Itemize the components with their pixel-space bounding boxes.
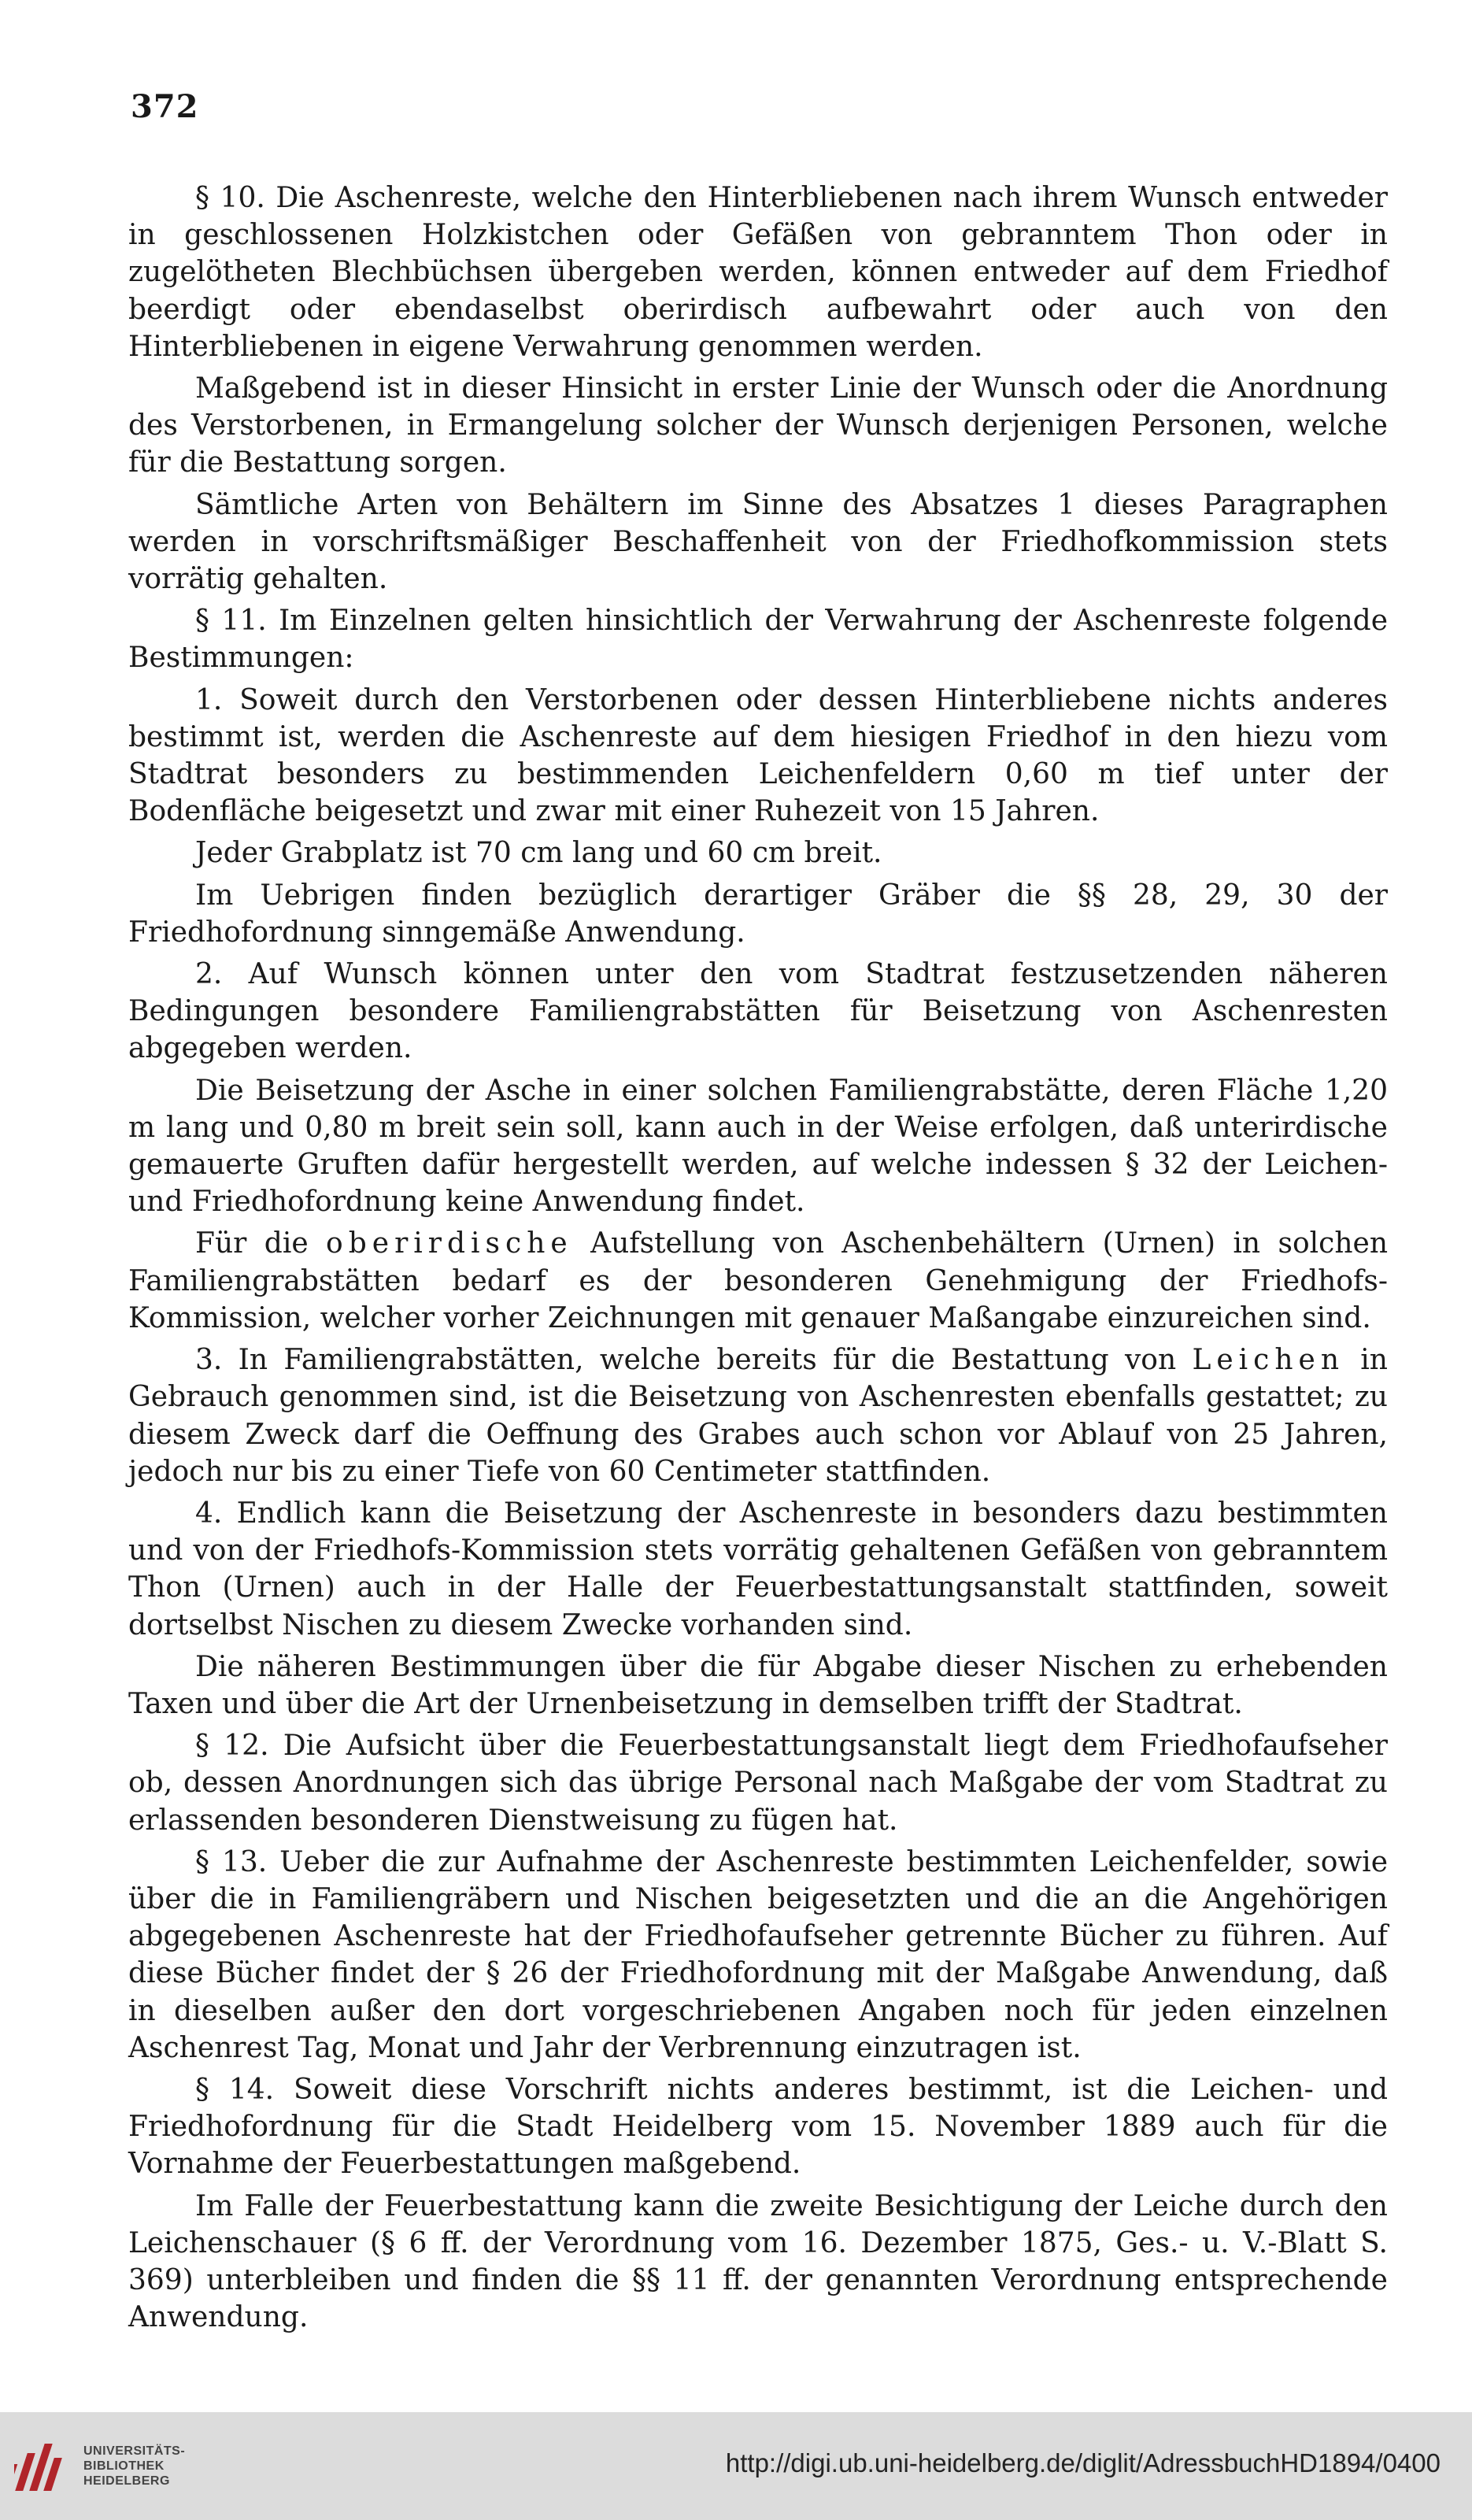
paragraph-11-item-2: 2. Auf Wunsch können unter den vom Stadtrat festzusetzenden näheren Bedingungen besondere Familiengrabstätten für Beisetzung von Aschenresten abgegeben werden. (128, 958, 1388, 1065)
paragraph-11-intro: § 11. Im Einzelnen gelten hinsichtlich der Verwahrung der Aschenreste folgende Bestimmungen: (128, 605, 1388, 675)
paragraph-11-item-3 (128, 1341, 1388, 1490)
emphasized-word: Leichen (1192, 1344, 1344, 1377)
source-url-link[interactable]: http://digi.ub.uni-heidelberg.de/diglit/AdressbuchHD1894/0400 (725, 2448, 1441, 2477)
body-text (128, 179, 1388, 2341)
paragraph-14-inspection: Im Falle der Feuerbestattung kann die zweite Besichtigung der Leiche durch den Leichenschauer (§ 6 ff. der Verordnung vom 16. Dezember 1875, Ges.- u. V.-Blatt S. 369) unterbleiben und finden die §§ 11 ff. der genannten Verordnung entsprechende Anwendung. (128, 2189, 1388, 2334)
paragraph-10-3: Sämtliche Arten von Behältern im Sinne des Absatzes 1 dieses Paragraphen werden in vorschriftsmäßiger Beschaffenheit von der Friedhofkommission stets vorrätig gehalten. (128, 488, 1388, 596)
digitization-footer (0, 2412, 1472, 2520)
paragraph-12: § 12. Die Aufsicht über die Feuerbestattungsanstalt liegt dem Friedhofaufseher ob, dessen Anordnungen sich das übrige Personal nach Maßgabe der vom Stadtrat zu erlassenden besonderen Dienstweisung zu fügen hat. (128, 1730, 1388, 1837)
paragraph-10-1: § 10. Die Aschenreste, welche den Hinterbliebenen nach ihrem Wunsch entweder in geschlossenen Holzkistchen oder Gefäßen von gebranntem Thon oder in zugelötheten Blechbüchsen übergeben werden, können entweder auf dem Friedhof beerdigt oder ebendaselbst oberirdisch aufbewahrt oder auch von den Hinterbliebenen in eigene Verwahrung genommen werden. (128, 182, 1388, 363)
emphasized-word: oberirdische (326, 1227, 573, 1260)
paragraph-14: § 14. Soweit diese Vorschrift nichts anderes bestimmt, ist die Leichen- und Friedhofordnung für die Stadt Heidelberg vom 15. November 1889 auch für die Vornahme der Feuerbestattungen maßgebend. (128, 2073, 1388, 2181)
paragraph-11-niches: Die näheren Bestimmungen über die für Abgabe dieser Nischen zu erhebenden Taxen und über die Art der Urnenbeisetzung in demselben trifft der Stadtrat. (128, 1650, 1388, 1720)
text-run: in Gebrauch genommen sind, ist die Beisetzung von Aschenresten ebenfalls gestattet; zu diesem Zweck darf die Oeffnung des Grabes auch schon vor Ablauf von 25 Jahren, jedoch nur bis zu einer Tiefe von 60 Centimeter stattfinden. (128, 1344, 1388, 1488)
text-run: Aufstellung von Aschenbehältern (Urnen) in solchen Familiengrabstätten bedarf es der besonderen Genehmigung der Friedhofs-Kommission, welcher vorher Zeichnungen mit genauer Maßangabe einzureichen sind. (128, 1227, 1388, 1334)
text-run: Für die (195, 1227, 327, 1260)
paragraph-11-item-4: 4. Endlich kann die Beisetzung der Aschenreste in besonders dazu bestimmten und von der Friedhofs-Kommission stets vorrätig gehaltenen Gefäßen von gebranntem Thon (Urnen) auch in der Halle der Feuerbestattungsanstalt stattfinden, soweit dortselbst Nischen zu diesem Zwecke vorhanden sind. (128, 1497, 1388, 1641)
library-name-line: UNIVERSITÄTS- (83, 2444, 186, 2458)
paragraph-11-urn-display (128, 1225, 1388, 1337)
library-logo (14, 2436, 187, 2499)
university-library-logo-icon (14, 2440, 71, 2492)
paragraph-11-item-1: 1. Soweit durch den Verstorbenen oder dessen Hinterbliebene nichts anderes bestimmt ist, werden die Aschenreste auf dem hiesigen Friedhof in den hiezu vom Stadtrat besonders zu bestimmenden Leichenfeldern 0,60 m tief unter der Bodenfläche beigesetzt und zwar mit einer Ruhezeit von 15 Jahren. (128, 683, 1388, 828)
text-run: 3. In Familiengrabstätten, welche bereits für die Bestattung von (195, 1344, 1193, 1377)
paragraph-11-other: Im Uebrigen finden bezüglich derartiger Gräber die §§ 28, 29, 30 der Friedhofordnung sinngemäße Anwendung. (128, 879, 1388, 949)
library-name (83, 2444, 185, 2489)
paragraph-10-2: Maßgebend ist in dieser Hinsicht in erster Linie der Wunsch oder die Anordnung des Verstorbenen, in Ermangelung solcher der Wunsch derjenigen Personen, welche für die Bestattung sorgen. (128, 372, 1388, 479)
paragraph-11-family-grave: Die Beisetzung der Asche in einer solchen Familiengrabstätte, deren Fläche 1,20 m lang und 0,80 m breit sein soll, kann auch in der Weise erfolgen, daß unterirdische gemauerte Gruften dafür hergestellt werden, auf welche indessen § 32 der Leichen- und Friedhofordnung keine Anwendung findet. (128, 1074, 1388, 1219)
library-name-line: HEIDELBERG (83, 2474, 170, 2488)
paragraph-11-grave-size: Jeder Grabplatz ist 70 cm lang und 60 cm breit. (195, 837, 882, 870)
page-number: 372 (131, 88, 199, 125)
paragraph-13: § 13. Ueber die zur Aufnahme der Aschenreste bestimmten Leichenfelder, sowie über die in Familiengräbern und Nischen beigesetzten und die an die Angehörigen abgegebenen Aschenreste hat der Friedhofaufseher getrennte Bücher zu führen. Auf diese Bücher findet der § 26 der Friedhofordnung mit der Maßgabe Anwendung, daß in dieselben außer den dort vorgeschriebenen Angaben noch für jeden einzelnen Aschenrest Tag, Monat und Jahr der Verbrennung einzutragen ist. (128, 1845, 1388, 2064)
library-name-line: BIBLIOTHEK (83, 2459, 165, 2473)
